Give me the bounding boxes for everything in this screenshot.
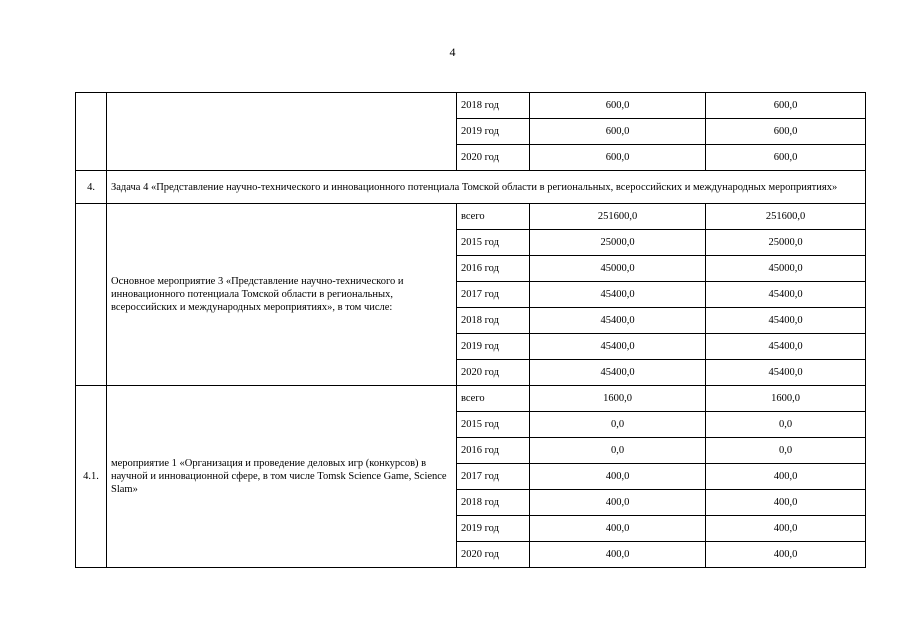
value-cell: 45400,0 (530, 334, 706, 360)
period-cell: 2017 год (457, 282, 530, 308)
table-row (76, 204, 866, 230)
value-cell: 45400,0 (530, 282, 706, 308)
row-number-cell: 4.1. (76, 386, 107, 568)
value-cell: 0,0 (706, 438, 866, 464)
period-cell: 2015 год (457, 230, 530, 256)
value-cell: 1600,0 (530, 386, 706, 412)
value-cell: 45400,0 (706, 308, 866, 334)
value-cell: 45400,0 (530, 308, 706, 334)
value-cell: 251600,0 (530, 204, 706, 230)
period-cell: 2019 год (457, 516, 530, 542)
period-cell: 2019 год (457, 334, 530, 360)
value-cell: 0,0 (530, 438, 706, 464)
value-cell: 0,0 (530, 412, 706, 438)
budget-table (75, 92, 866, 568)
period-cell: всего (457, 204, 530, 230)
event-description: мероприятие 1 «Организация и проведение деловых игр (конкурсов) в научной и инновационной сфере, в том числе Tomsk Science Game, Science Slam» (107, 386, 457, 568)
period-cell: 2017 год (457, 464, 530, 490)
page-number: 4 (449, 45, 456, 59)
value-cell: 400,0 (530, 490, 706, 516)
description-cell (107, 93, 457, 171)
row-number-cell (76, 204, 107, 386)
value-cell: 400,0 (706, 490, 866, 516)
period-cell: 2018 год (457, 93, 530, 119)
table-row (76, 93, 866, 119)
value-cell: 600,0 (706, 145, 866, 171)
value-cell: 400,0 (706, 516, 866, 542)
value-cell: 400,0 (530, 516, 706, 542)
value-cell: 45000,0 (706, 256, 866, 282)
period-cell: 2016 год (457, 438, 530, 464)
value-cell: 400,0 (706, 542, 866, 568)
row-number-cell (76, 93, 107, 171)
value-cell: 45400,0 (530, 360, 706, 386)
value-cell: 400,0 (530, 542, 706, 568)
period-cell: 2019 год (457, 119, 530, 145)
value-cell: 600,0 (530, 119, 706, 145)
value-cell: 400,0 (530, 464, 706, 490)
main-event-description: Основное мероприятие 3 «Представление научно-технического и инновационного потенциала Томской области в региональных, всероссийских и международных мероприятиях», в том числе: (107, 204, 457, 386)
period-cell: 2020 год (457, 145, 530, 171)
period-cell: 2018 год (457, 308, 530, 334)
period-cell: всего (457, 386, 530, 412)
value-cell: 25000,0 (706, 230, 866, 256)
value-cell: 45400,0 (706, 360, 866, 386)
value-cell: 251600,0 (706, 204, 866, 230)
task-text: Задача 4 «Представление научно-технического и инновационного потенциала Томской области в региональных, всероссийских и международных мероприятиях» (107, 171, 866, 204)
task-number: 4. (76, 171, 107, 204)
period-cell: 2020 год (457, 542, 530, 568)
value-cell: 45000,0 (530, 256, 706, 282)
value-cell: 600,0 (530, 93, 706, 119)
task-row (76, 171, 866, 204)
value-cell: 45400,0 (706, 282, 866, 308)
period-cell: 2015 год (457, 412, 530, 438)
period-cell: 2016 год (457, 256, 530, 282)
value-cell: 45400,0 (706, 334, 866, 360)
value-cell: 600,0 (706, 93, 866, 119)
table-row (76, 386, 866, 412)
value-cell: 400,0 (706, 464, 866, 490)
period-cell: 2018 год (457, 490, 530, 516)
value-cell: 0,0 (706, 412, 866, 438)
value-cell: 600,0 (706, 119, 866, 145)
value-cell: 600,0 (530, 145, 706, 171)
value-cell: 25000,0 (530, 230, 706, 256)
value-cell: 1600,0 (706, 386, 866, 412)
period-cell: 2020 год (457, 360, 530, 386)
